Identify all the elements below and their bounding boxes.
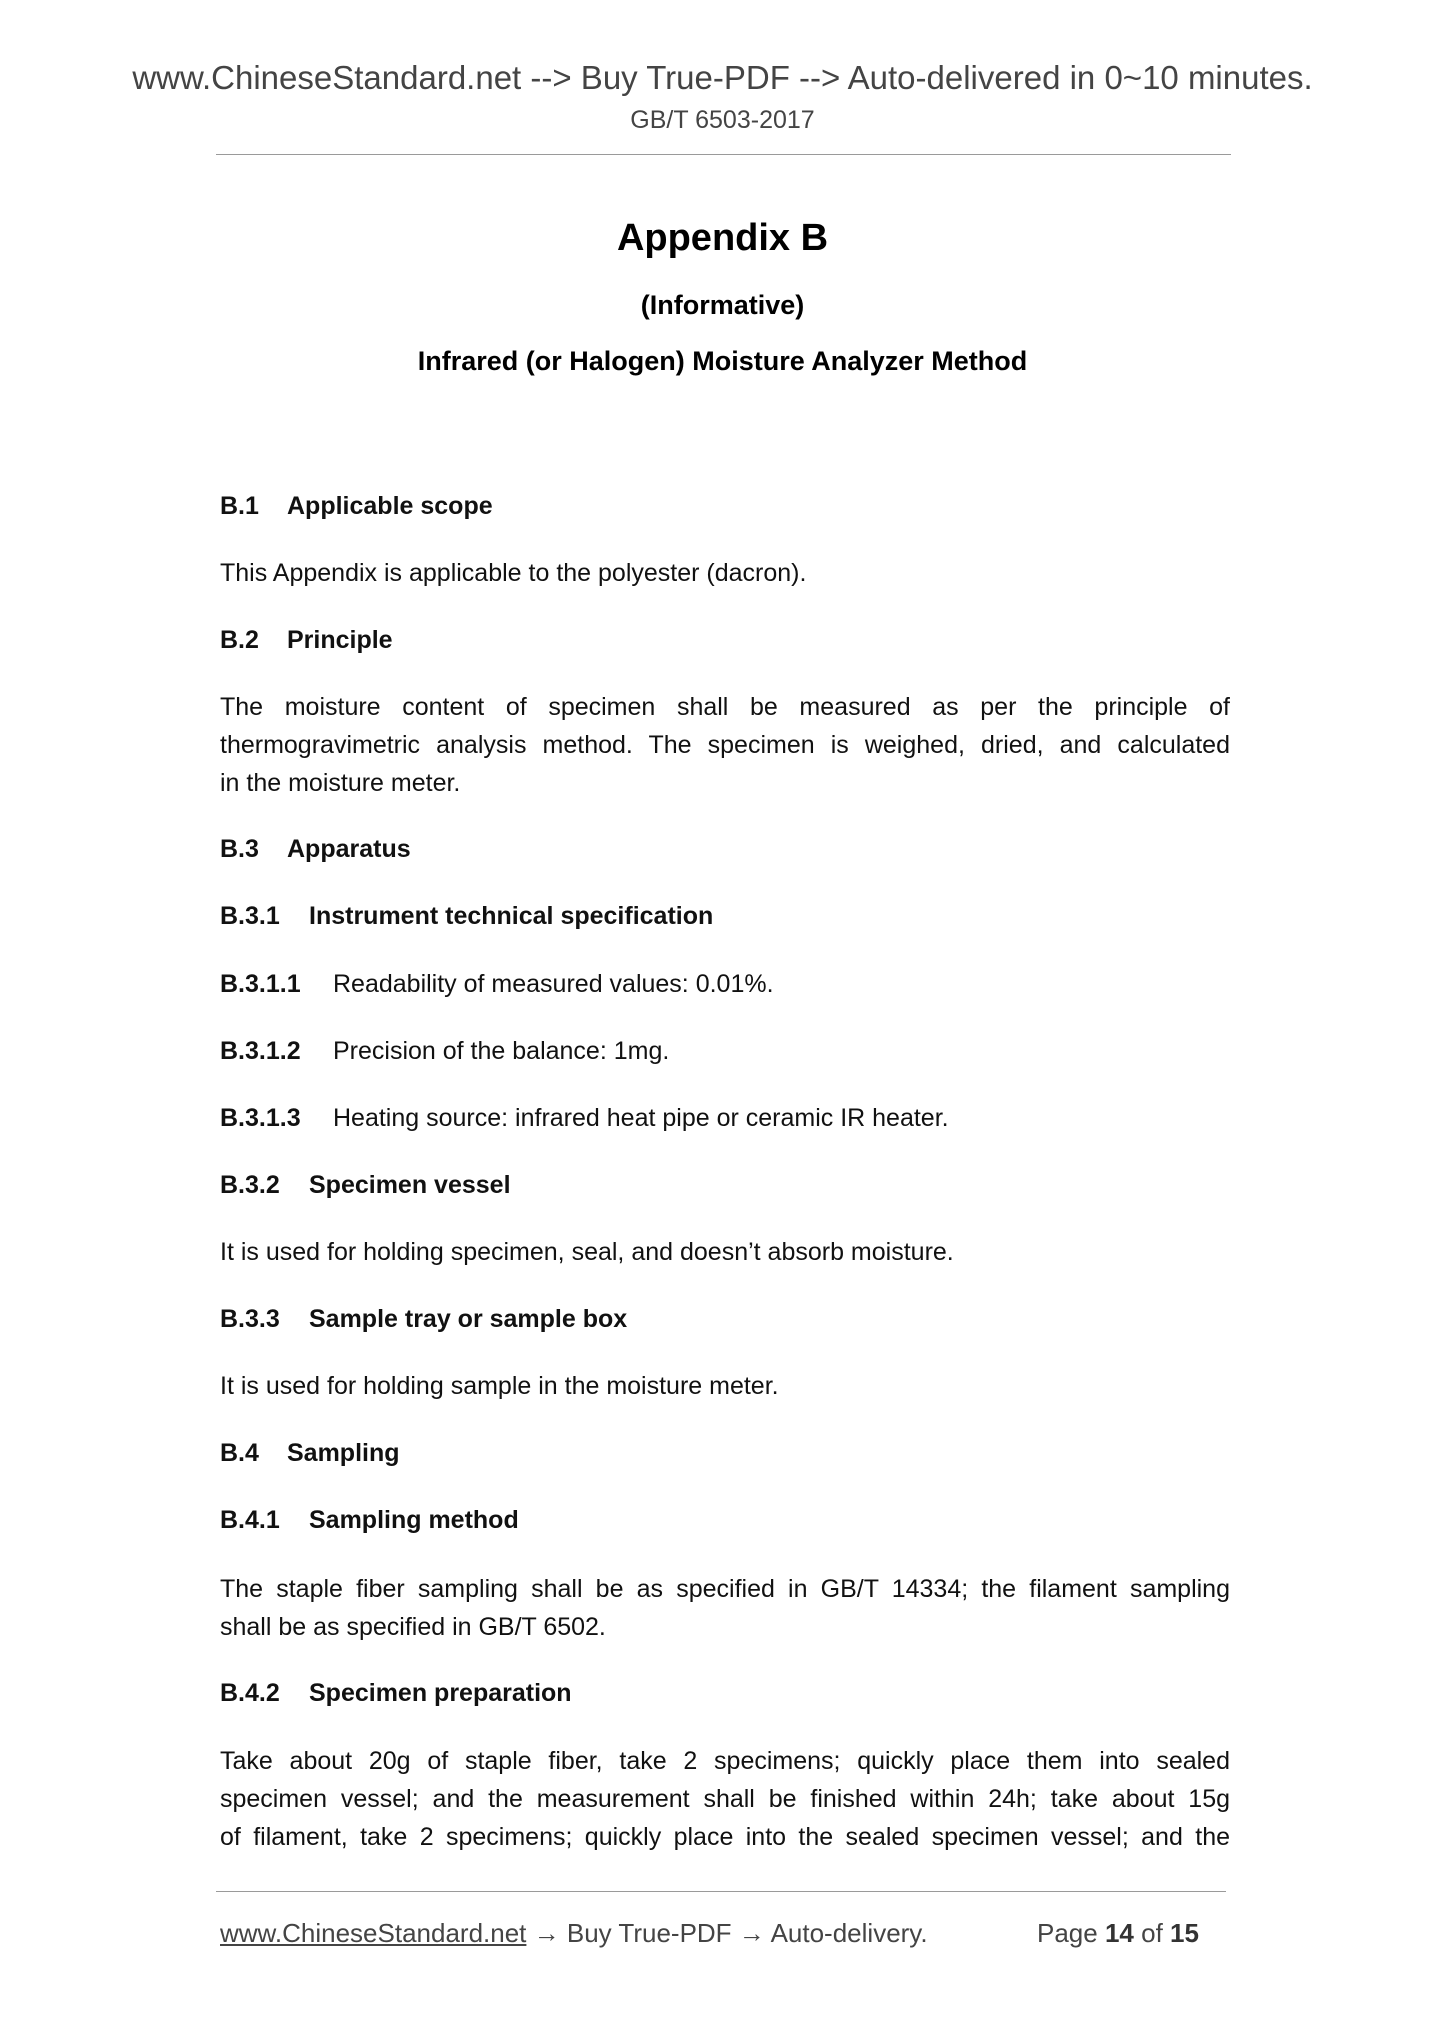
- section-text-b32: It is used for holding specimen, seal, and doesn’t absorb moisture.: [220, 1238, 954, 1266]
- page-total: 15: [1170, 1918, 1199, 1948]
- section-heading-b4: B.4 Sampling: [220, 1439, 400, 1467]
- section-text-b2-line3: in the moisture meter.: [220, 769, 461, 797]
- section-heading-b32: B.3.2 Specimen vessel: [220, 1171, 511, 1199]
- section-heading-b41: B.4.1 Sampling method: [220, 1506, 519, 1534]
- section-text-b41-line1: The staple fiber sampling shall be as specified in GB/T 14334; the filament sampling: [220, 1575, 1230, 1603]
- appendix-name: Infrared (or Halogen) Moisture Analyzer Method: [417, 346, 1028, 376]
- appendix-title: Appendix B: [616, 217, 829, 259]
- footer-divider: [216, 1891, 1226, 1892]
- appendix-type: (Informative): [640, 290, 805, 320]
- section-text-b42-line2: specimen vessel; and the measurement shall be finished within 24h; take about 15g: [220, 1785, 1230, 1813]
- spec-item-b312: B.3.1.2 Precision of the balance: 1mg.: [220, 1037, 670, 1065]
- section-heading-b3: B.3 Apparatus: [220, 835, 411, 863]
- footer-tagline: www.ChineseStandard.net → Buy True-PDF → Auto-delivery.: [220, 1918, 928, 1948]
- page-current: 14: [1104, 1918, 1134, 1948]
- section-heading-b1: B.1 Applicable scope: [220, 492, 493, 520]
- spec-item-b311: B.3.1.1 Readability of measured values: 0.01%.: [220, 970, 774, 998]
- spec-item-b313: B.3.1.3 Heating source: infrared heat pipe or ceramic IR heater.: [220, 1104, 949, 1132]
- section-heading-b31: B.3.1 Instrument technical specification: [220, 902, 714, 930]
- section-heading-b2: B.2 Principle: [220, 626, 393, 654]
- section-text-b1: This Appendix is applicable to the polyester (dacron).: [220, 559, 807, 587]
- section-text-b42-line3: of filament, take 2 specimens; quickly place into the sealed specimen vessel; and the: [220, 1823, 1230, 1851]
- header-divider: [216, 154, 1231, 155]
- page-indicator: Page 14 of 15: [1037, 1918, 1199, 1948]
- site-banner: www.ChineseStandard.net --> Buy True-PDF --> Auto-delivered in 0~10 minutes.: [132, 59, 1313, 96]
- section-text-b2-line1: The moisture content of specimen shall be measured as per the principle of: [220, 693, 1230, 721]
- section-text-b2-line2: thermogravimetric analysis method. The specimen is weighed, dried, and calculated: [220, 731, 1230, 759]
- section-text-b41-line2: shall be as specified in GB/T 6502.: [220, 1613, 606, 1641]
- standard-code: GB/T 6503-2017: [630, 106, 815, 134]
- section-text-b42-line1: Take about 20g of staple fiber, take 2 specimens; quickly place them into sealed: [220, 1747, 1230, 1775]
- section-heading-b33: B.3.3 Sample tray or sample box: [220, 1305, 628, 1333]
- section-text-b33: It is used for holding sample in the moisture meter.: [220, 1372, 779, 1400]
- section-heading-b42: B.4.2 Specimen preparation: [220, 1679, 572, 1707]
- footer-site-link[interactable]: www.ChineseStandard.net: [220, 1918, 527, 1948]
